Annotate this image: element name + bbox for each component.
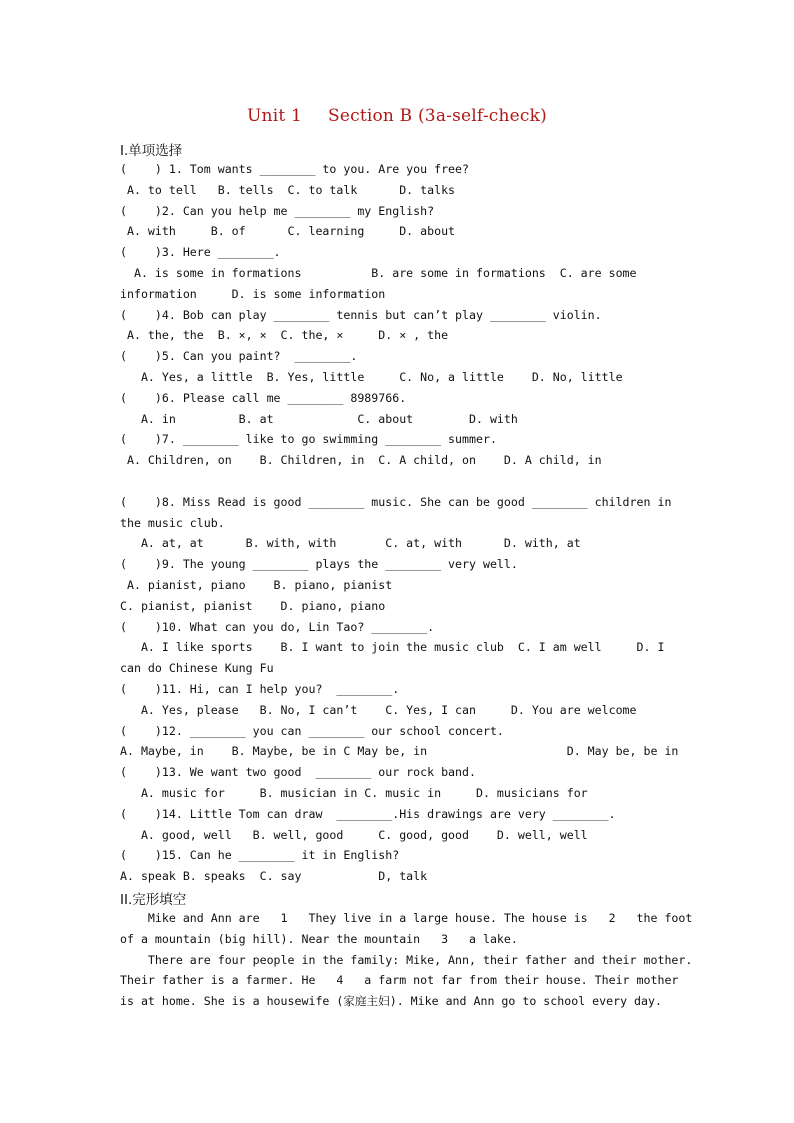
question-line: the music club.	[120, 515, 225, 530]
question-line: ( )15. Can he ________ it in English?	[120, 848, 400, 863]
passage-line: of a mountain (big hill). Near the mountain 3 a lake.	[120, 931, 518, 946]
question-line: A. good, well B. well, good C. good, good D. well, well	[120, 827, 588, 842]
question-line: ( )9. The young ________ plays the ________ very well.	[120, 557, 518, 572]
question-line: A. Maybe, in B. Maybe, be in C May be, in D. May be, be in	[120, 744, 679, 759]
question-line: A. Children, on B. Children, in C. A child, on D. A child, in	[120, 453, 602, 468]
question-line: ( )3. Here ________.	[120, 245, 281, 260]
question-line: ( )12. ________ you can ________ our school concert.	[120, 723, 504, 738]
question-line: A. music for B. musician in C. music in D. musicians for	[120, 786, 588, 800]
question-line: A. at, at B. with, with C. at, with D. with, at	[120, 536, 581, 551]
question-line: ( )10. What can you do, Lin Tao? ________.	[120, 619, 435, 634]
question-line: ( )4. Bob can play ________ tennis but can’t play ________ violin.	[120, 307, 602, 322]
question-line: A. I like sports B. I want to join the music club C. I am well D. I	[120, 640, 665, 655]
question-line: information D. is some information	[120, 286, 386, 301]
passage-line: There are four people in the family: Mike, Ann, their father and their mother.	[120, 952, 693, 967]
question-line: ( )14. Little Tom can draw ________.His drawings are very ________.	[120, 806, 616, 821]
question-line: ( )13. We want two good ________ our rock band.	[120, 765, 476, 780]
question-line: A. Yes, please B. No, I can’t C. Yes, I can D. You are welcome	[120, 702, 637, 717]
question-line: ( )7. ________ like to go swimming ________ summer.	[120, 432, 497, 447]
passage-line: Their father is a farmer. He 4 a farm not far from their house. Their mother	[120, 973, 679, 988]
question-line: A. in B. at C. about D. with	[120, 411, 518, 426]
title-section: Section B (3a-self-check)	[328, 106, 547, 126]
section-heading-cloze: II.完形填空	[120, 892, 187, 908]
question-line: ( )2. Can you help me ________ my English?	[120, 203, 435, 218]
page-title	[0, 106, 794, 126]
question-line: C. pianist, pianist D. piano, piano	[120, 598, 386, 613]
question-line: ( ) 1. Tom wants ________ to you. Are you free?	[120, 162, 470, 176]
question-line: can do Chinese Kung Fu	[120, 661, 274, 676]
question-line: ( )11. Hi, can I help you? ________.	[120, 682, 400, 696]
question-line: A. the, the B. ×, × C. the, × D. × , the	[120, 328, 449, 343]
question-line: ( )5. Can you paint? ________.	[120, 349, 358, 364]
question-line: ( )8. Miss Read is good ________ music. She can be good ________ children in	[120, 494, 672, 509]
question-line: ( )6. Please call me ________ 8989766.	[120, 390, 407, 405]
question-line: A. Yes, a little B. Yes, little C. No, a little D. No, little	[120, 370, 623, 384]
question-line: A. is some in formations B. are some in formations C. are some	[120, 266, 637, 280]
section-heading-multiple-choice: I.单项选择	[120, 143, 183, 159]
title-unit: Unit 1	[247, 106, 302, 126]
passage-line: Mike and Ann are 1 They live in a large house. The house is 2 the foot	[120, 911, 693, 925]
question-line: A. with B. of C. learning D. about	[120, 224, 456, 239]
passage-line: is at home. She is a housewife (家庭主妇). Mike and Ann go to school every day.	[120, 994, 662, 1009]
question-line: A. speak B. speaks C. say D, talk	[120, 869, 428, 884]
question-line: A. pianist, piano B. piano, pianist	[120, 578, 393, 592]
question-line: A. to tell B. tells C. to talk D. talks	[120, 182, 456, 197]
